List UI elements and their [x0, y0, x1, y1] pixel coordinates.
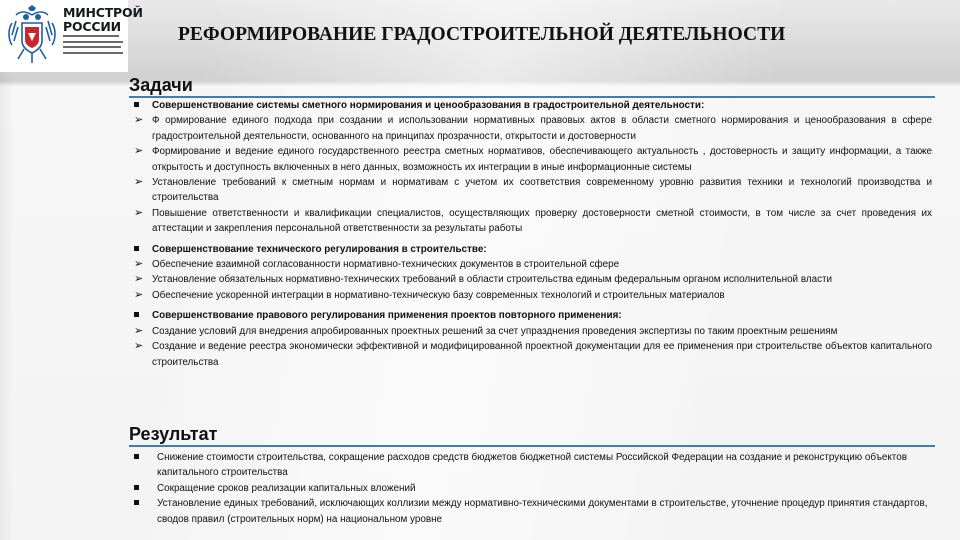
list-item [132, 144, 932, 175]
square-bullet-icon [132, 450, 157, 481]
task-group-head [132, 242, 932, 257]
list-item [132, 272, 932, 287]
arrow-check-bullet-icon: ➢ [134, 273, 144, 286]
list-item [132, 450, 932, 481]
list-item-text: Формирование и ведение единого государственного реестра сметных нормативов, обеспечивающего актуальность , достоверность и защиту информации, а также открытость и доступность включенных в него данных, возможность их интеграции в иные информационные системы [152, 146, 932, 173]
list-item-text: Повышение ответственности и квалификации специалистов, осуществляющих проверку достоверности сметной стоимости, в том числе за счет проведения их аттестации и закрепления персональной ответственности за результаты работы [152, 207, 932, 235]
list-item-text: Установление единых требований, исключающих коллизии между нормативно-техническими документами в строительстве, уточнение процедур принятия стандартов, сводов правил (строительных норм) на национальном уровне [157, 498, 928, 525]
list-item-text: Обеспечение ускоренной интеграции в нормативно-техническую базу современных технологий и строительных материалов [152, 289, 725, 301]
results-heading: Результат [129, 424, 218, 444]
list-item [132, 496, 932, 527]
list-item-text: Установление обязательных нормативно-технических требований в области строительства единым федеральным органом исполнительной власти [152, 274, 833, 286]
ministry-logo [0, 0, 143, 72]
list-item-text: Создание и ведение реестра экономически эффективной и модифицированной проектной документации для ее применения при строительстве объектов капитального строительства [152, 341, 932, 368]
slide-title: РЕФОРМИРОВАНИЕ ГРАДОСТРОИТЕЛЬНОЙ ДЕЯТЕЛЬНОСТИ [178, 24, 786, 45]
arrow-check-bullet-icon: ➢ [134, 288, 144, 301]
task-group-reuse-projects [132, 308, 932, 370]
list-item [132, 339, 932, 370]
list-item [132, 288, 932, 303]
square-bullet-icon [132, 242, 152, 257]
tasks-list [132, 98, 932, 375]
slide-background-shade [0, 0, 14, 540]
arrow-check-bullet-icon: ➢ [134, 340, 144, 353]
results-list [132, 450, 932, 527]
task-group-title: Совершенствование технического регулирования в строительстве: [152, 243, 487, 255]
ministry-subtitle-lines [63, 35, 123, 65]
list-item [132, 324, 932, 339]
list-item [132, 206, 932, 237]
arrow-check-bullet-icon: ➢ [134, 324, 144, 337]
arrow-check-bullet-icon: ➢ [134, 114, 144, 127]
task-group-title: Совершенствование системы сметного нормирования и ценообразования в градостроительной деятельности: [152, 100, 705, 111]
square-bullet-icon [132, 308, 152, 323]
task-group-head [132, 98, 932, 113]
list-item-text: Обеспечение взаимной согласованности нормативно-технических документов в строительной сфере [152, 259, 620, 271]
list-item-text: Снижение стоимости строительства, сокращение расходов средств бюджетов бюджетной системы Российской Федерации на создание и реконструкцию объектов капитального строительства [157, 452, 907, 479]
square-bullet-icon [132, 481, 157, 496]
list-item [132, 257, 932, 272]
task-group-technical-regulation [132, 242, 932, 304]
list-item [132, 175, 932, 206]
results-heading-rule [129, 445, 935, 447]
task-group-estimating [132, 98, 932, 237]
tasks-heading: Задачи [129, 75, 193, 95]
arrow-check-bullet-icon: ➢ [134, 145, 144, 158]
list-item-text: Сокращение сроков реализации капитальных вложений [157, 482, 416, 494]
double-headed-eagle-emblem-icon [4, 5, 60, 69]
square-bullet-icon [132, 496, 157, 527]
arrow-check-bullet-icon: ➢ [134, 258, 144, 271]
list-item-text: Создание условий для внедрения апробированных проектных решений за счет упразднения проведения экспертизы по таким проектным решениям [152, 325, 838, 337]
list-item [132, 481, 932, 496]
list-item-text: Ф ормирование единого подхода при создании и использовании нормативных правовых актов в области сметного нормирования и ценообразования в сфере градостроительной деятельности, основанного на принципах прозрачности, открытости и достоверности [152, 115, 932, 142]
arrow-check-bullet-icon: ➢ [134, 206, 144, 219]
arrow-check-bullet-icon: ➢ [134, 176, 144, 189]
task-group-title: Совершенствование правового регулирования применения проектов повторного применения: [152, 310, 622, 322]
list-item-text: Установление требований к сметным нормам и нормативам с учетом их соответствия современному уровню развития техники и технологий производства и строительства [152, 177, 932, 204]
ministry-name: МИНСТРОЙ РОССИИ [63, 5, 143, 34]
list-item [132, 113, 932, 144]
task-group-head [132, 308, 932, 323]
square-bullet-icon [132, 98, 152, 113]
